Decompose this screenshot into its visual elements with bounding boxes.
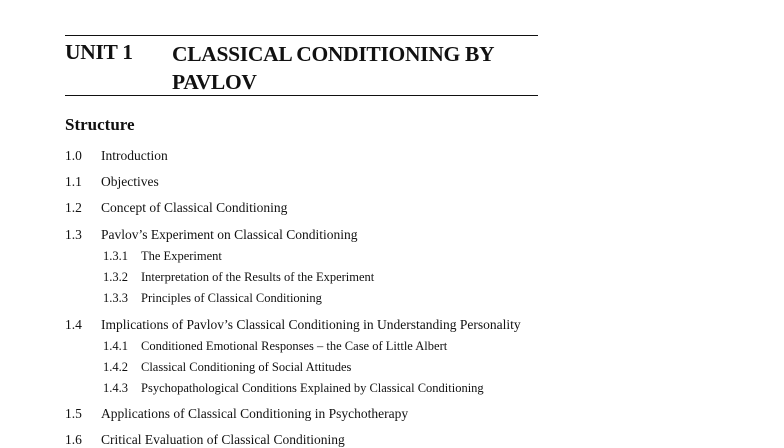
bottom-rule	[65, 95, 538, 96]
toc-text: Applications of Classical Conditioning in Psychotherapy	[101, 406, 409, 421]
top-rule	[65, 35, 538, 36]
toc-subnumber: 1.3.2	[103, 270, 128, 284]
toc-number: 1.1	[65, 174, 82, 189]
toc-subnumber: 1.4.3	[103, 381, 128, 395]
toc-subtext: Conditioned Emotional Responses – the Case of Little Albert	[141, 339, 448, 353]
unit-number: UNIT 1	[65, 40, 133, 64]
toc-number: 1.4	[65, 317, 82, 332]
unit-title	[172, 40, 542, 96]
toc-number: 1.0	[65, 148, 82, 163]
toc-number: 1.5	[65, 406, 82, 421]
toc-subnumber: 1.4.1	[103, 339, 128, 353]
toc-subtext: The Experiment	[141, 249, 222, 263]
toc-text: Implications of Pavlov’s Classical Conditioning in Understanding Personality	[101, 317, 521, 332]
toc-subtext: Principles of Classical Conditioning	[141, 291, 322, 305]
toc-text: Pavlov’s Experiment on Classical Conditioning	[101, 227, 358, 242]
toc-number: 1.2	[65, 200, 82, 215]
toc-subtext: Classical Conditioning of Social Attitudes	[141, 360, 352, 374]
toc-subtext: Psychopathological Conditions Explained by Classical Conditioning	[141, 381, 484, 395]
toc-subtext: Interpretation of the Results of the Experiment	[141, 270, 375, 284]
toc-subnumber: 1.3.1	[103, 249, 128, 263]
toc-text: Critical Evaluation of Classical Conditioning	[101, 432, 345, 447]
toc-number: 1.6	[65, 432, 82, 447]
toc-text: Concept of Classical Conditioning	[101, 200, 288, 215]
structure-heading: Structure	[65, 115, 135, 134]
unit-title-line-1: CLASSICAL CONDITIONING BY	[172, 42, 495, 66]
toc-subnumber: 1.4.2	[103, 360, 128, 374]
toc-subnumber: 1.3.3	[103, 291, 128, 305]
unit-title-line-2: PAVLOV	[172, 70, 257, 94]
toc-number: 1.3	[65, 227, 82, 242]
toc-text: Introduction	[101, 148, 168, 163]
toc-text: Objectives	[101, 174, 159, 189]
